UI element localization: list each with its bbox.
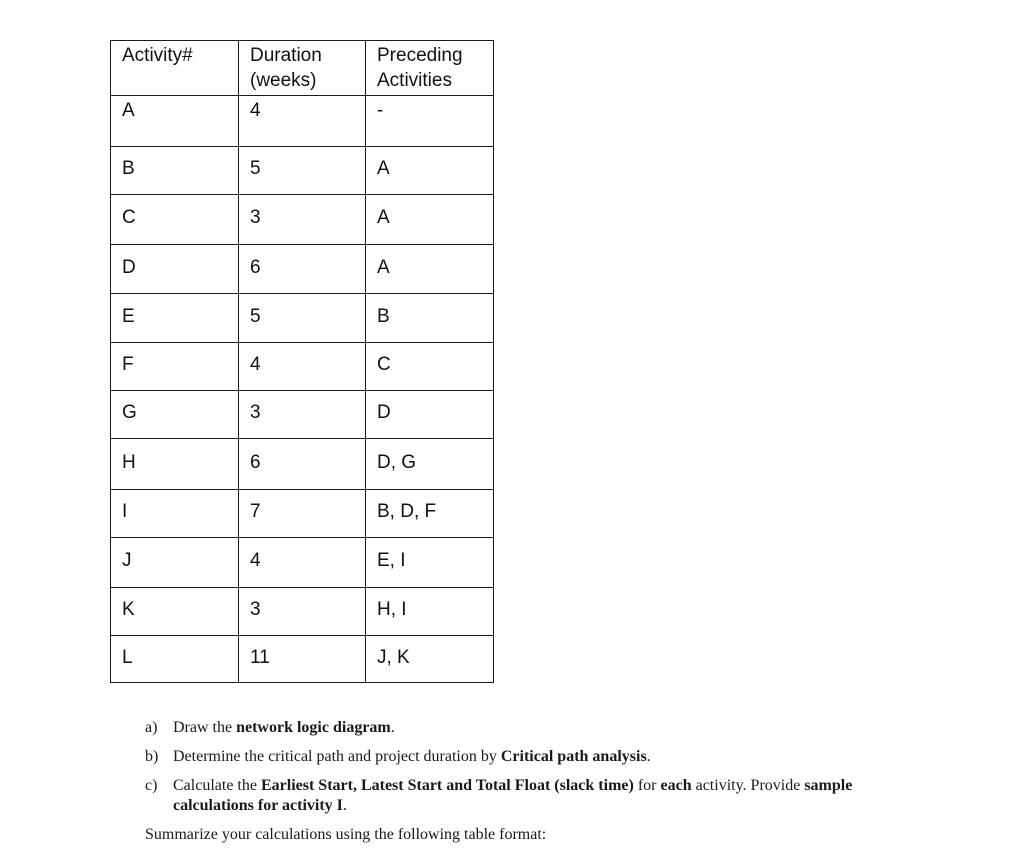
question-a: [145, 718, 905, 738]
duration-cell: 11: [239, 636, 366, 683]
preceding-cell: D: [366, 391, 494, 439]
question-a-end: .: [390, 719, 395, 736]
header-preceding-line1: Preceding: [377, 45, 463, 66]
activity-cell: D: [111, 245, 239, 294]
question-a-bold: network logic diagram: [236, 719, 391, 736]
table-row: [111, 294, 494, 343]
duration-cell: 6: [239, 245, 366, 294]
activity-cell: K: [111, 588, 239, 636]
activity-cell: G: [111, 391, 239, 439]
table-row: [111, 245, 494, 294]
table-row: [111, 147, 494, 195]
preceding-cell: H, I: [366, 588, 494, 636]
duration-cell: 3: [239, 195, 366, 245]
questions-section: [145, 718, 905, 845]
question-c-end: .: [342, 797, 347, 814]
preceding-cell: J, K: [366, 636, 494, 683]
table-row: [111, 538, 494, 588]
header-activity: [111, 41, 239, 96]
table-row: [111, 96, 494, 147]
question-a-marker: a): [145, 719, 158, 736]
question-b-marker: b): [145, 748, 159, 765]
activity-cell: I: [111, 490, 239, 538]
question-c-bold-2: each: [660, 777, 692, 794]
preceding-cell: E, I: [366, 538, 494, 588]
summary-instruction: Summarize your calculations using the following table format:: [145, 826, 547, 843]
duration-cell: 4: [239, 96, 366, 147]
duration-cell: 5: [239, 294, 366, 343]
activity-cell: A: [111, 96, 239, 147]
table-header-row: [111, 41, 494, 96]
header-preceding-line2: Activities: [377, 70, 452, 91]
question-a-text: Draw the: [173, 719, 237, 736]
question-b: [145, 747, 905, 767]
preceding-cell: B: [366, 294, 494, 343]
table-row: [111, 490, 494, 538]
header-activity-label: Activity#: [122, 45, 193, 66]
table-row: [111, 343, 494, 391]
preceding-cell: A: [366, 245, 494, 294]
table-row: [111, 391, 494, 439]
activity-cell: J: [111, 538, 239, 588]
question-c-text-3: activity. Provide: [691, 777, 805, 794]
activity-cell: B: [111, 147, 239, 195]
duration-cell: 3: [239, 588, 366, 636]
duration-cell: 3: [239, 391, 366, 439]
activity-cell: E: [111, 294, 239, 343]
activity-cell: L: [111, 636, 239, 683]
duration-cell: 4: [239, 343, 366, 391]
question-c-bold-1: Earliest Start, Latest Start and Total Float (slack time): [260, 777, 634, 794]
header-duration: [239, 41, 366, 96]
activity-table: [110, 40, 494, 683]
header-duration-line2: (weeks): [250, 70, 317, 91]
question-b-text: Determine the critical path and project duration by: [173, 748, 501, 765]
activity-cell: H: [111, 439, 239, 490]
preceding-cell: A: [366, 195, 494, 245]
activity-cell: C: [111, 195, 239, 245]
duration-cell: 5: [239, 147, 366, 195]
table-row: [111, 588, 494, 636]
question-b-bold: Critical path analysis: [500, 748, 647, 765]
question-c-bold-3: sample calculations for activity I: [173, 777, 853, 814]
preceding-cell: B, D, F: [366, 490, 494, 538]
duration-cell: 7: [239, 490, 366, 538]
preceding-cell: A: [366, 147, 494, 195]
table-row: [111, 636, 494, 683]
preceding-cell: -: [366, 96, 494, 147]
table-row: [111, 195, 494, 245]
header-duration-line1: Duration: [250, 45, 322, 66]
question-c-text-2: for: [633, 777, 661, 794]
duration-cell: 4: [239, 538, 366, 588]
question-c-marker: c): [145, 777, 158, 794]
question-c-text: Calculate the: [173, 777, 261, 794]
table-row: [111, 439, 494, 490]
preceding-cell: C: [366, 343, 494, 391]
duration-cell: 6: [239, 439, 366, 490]
preceding-cell: D, G: [366, 439, 494, 490]
question-b-end: .: [646, 748, 651, 765]
header-preceding: [366, 41, 494, 96]
activity-cell: F: [111, 343, 239, 391]
question-c: [145, 776, 905, 816]
